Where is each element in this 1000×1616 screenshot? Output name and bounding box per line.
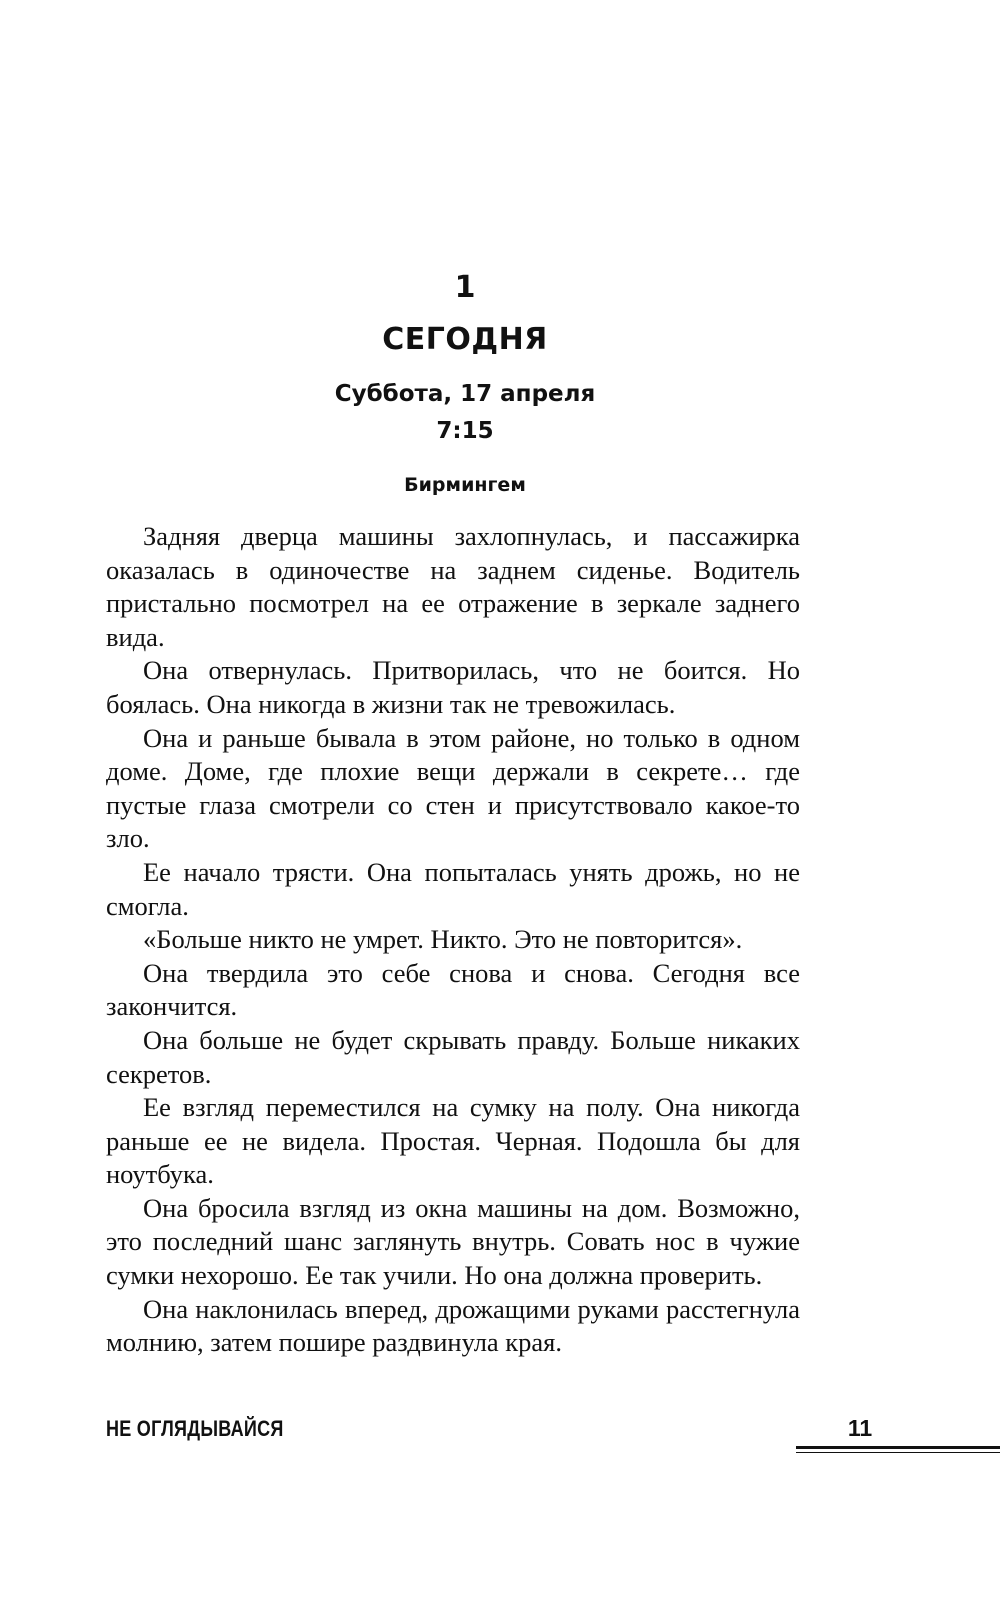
chapter-number: 1	[454, 270, 476, 305]
paragraph: Ее взгляд переместился на сумку на полу. Она никогда раньше ее не видела. Простая. Черная. Подошла бы для ноутбука.	[106, 1092, 800, 1190]
paragraph: Она бросила взгляд из окна машины на дом. Возможно, это последний шанс заглянуть внутрь. Совать нос в чужие сумки нехорошо. Ее так учили. Но она должна проверить.	[106, 1192, 800, 1291]
page-number: 11	[847, 1415, 873, 1441]
paragraph: Она твердила это себе снова и снова. Сегодня все закончится.	[106, 957, 800, 1022]
paragraph: Она и раньше бывала в этом районе, но только в одном доме. Доме, где плохие вещи держали в секрете… где пустые глаза смотрели со стен и присутствовало какое-то зло.	[106, 722, 800, 854]
chapter-location: Бирмингем	[404, 474, 526, 496]
paragraph: Она наклонилась вперед, дрожащими руками расстегнула молнию, затем пошире раздвинула края.	[106, 1293, 800, 1358]
chapter-title: СЕГОДНЯ	[382, 322, 548, 357]
footer-rule-thin	[796, 1452, 1000, 1453]
paragraph: Она отвернулась. Притворилась, что не боится. Но боялась. Она никогда в жизни так не тревожилась.	[106, 655, 800, 719]
running-footer-book-title: НЕ ОГЛЯДЫВАЙСЯ	[106, 1416, 284, 1441]
chapter-date: Суббота, 17 апреля	[334, 381, 596, 407]
paragraph: «Больше никто не умрет. Никто. Это не повторится».	[143, 924, 743, 955]
paragraph: Она больше не будет скрывать правду. Больше никаких секретов.	[106, 1024, 800, 1089]
body-text	[106, 520, 800, 1360]
chapter-time: 7:15	[436, 418, 494, 444]
footer-rule-thick	[796, 1446, 1000, 1449]
paragraph: Задняя дверца машины захлопнулась, и пассажирка оказалась в одиночестве на заднем сиденье. Водитель пристально посмотрел на ее отражение в зеркале заднего вида.	[106, 521, 800, 652]
paragraph: Ее начало трясти. Она попыталась унять дрожь, но не смогла.	[106, 856, 800, 921]
